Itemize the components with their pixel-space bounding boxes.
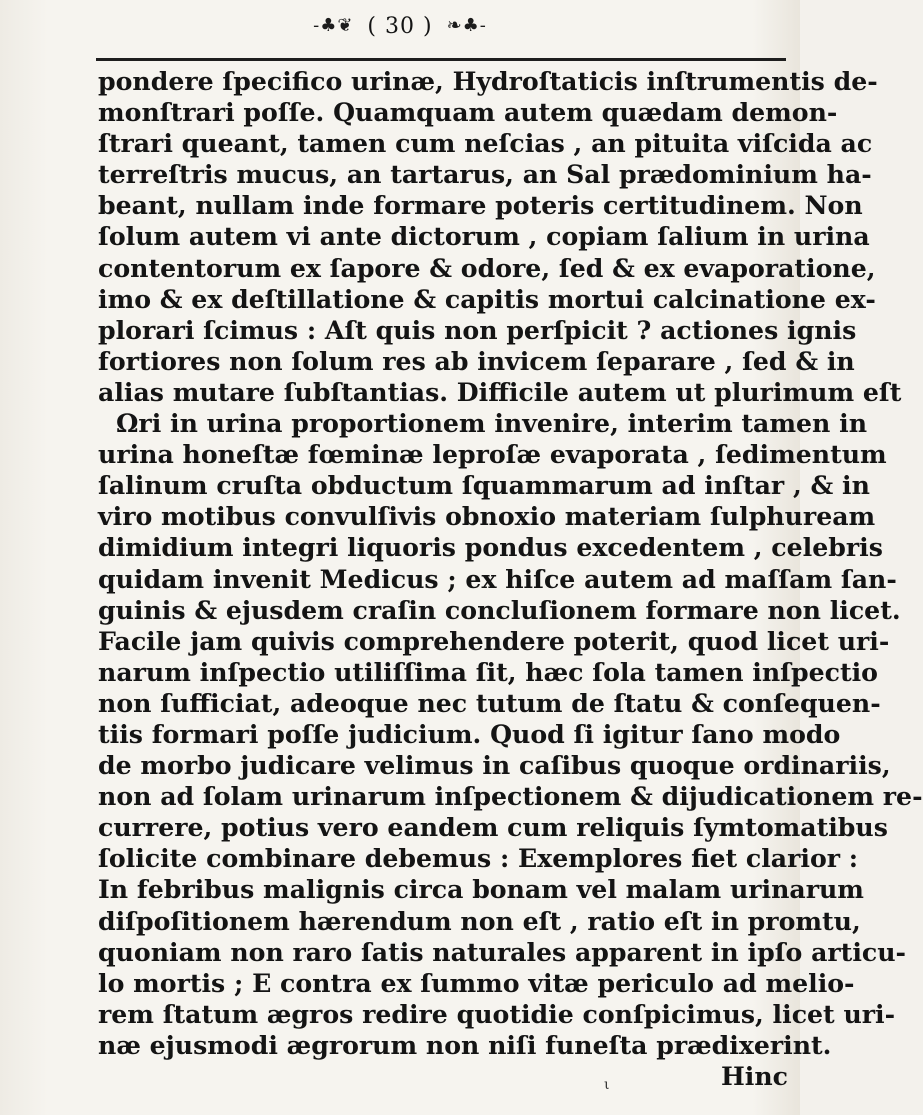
text-line: fortiores non ſolum res ab invicem ſeparare , ſed & in <box>98 345 855 376</box>
text-line: ſalinum cruſta obductum ſquammarum ad inſtar , & in <box>98 470 870 501</box>
text-line: imo & ex deſtillatione & capitis mortui calcinatione ex- <box>98 283 876 314</box>
text-line: ſolicite combinare debemus : Exemplores fiet clarior : <box>98 843 859 874</box>
text-line: næ ejusmodi ægrorum non niſi funeſta prædixerint. <box>98 1029 832 1060</box>
footer-mark: ι <box>604 1077 610 1093</box>
text-line: plorari ſcimus : Aſt quis non perſpicit ? actiones ignis <box>98 314 857 345</box>
text-line: viro motibus convulſivis obnoxio materiam ſulphuream <box>98 501 876 532</box>
body-text <box>98 66 923 1092</box>
text-line: quidam invenit Medicus ; ex hiſce autem ad maſſam ſan- <box>98 563 897 594</box>
text-line: alias mutare ſubſtantias. Difficile autem ut plurimum eſt <box>98 376 902 407</box>
text-line: quoniam non raro ſatis naturales apparent in ipſo articu- <box>98 936 906 967</box>
text-line: urina honeſtæ fœminæ leproſæ evaporata , ſedimentum <box>98 439 887 470</box>
text-line: currere, potius vero eandem cum reliquis ſymtomatibus <box>98 812 888 843</box>
catchword: Hinc <box>720 1061 788 1091</box>
text-line: de morbo judicare velimus in caſibus quoque ordinariis, <box>98 750 891 781</box>
text-line: guinis & ejusdem craſin concluſionem formare non licet. <box>98 594 901 625</box>
header-rule <box>96 58 786 61</box>
ornament-right-icon: ❧♣- <box>446 15 487 36</box>
text-line: pondere ſpecifico urinæ, Hydroſtaticis inſtrumentis de- <box>98 66 878 96</box>
text-line: narum inſpectio utiliſſima ſit, hæc ſola tamen inſpectio <box>98 656 878 687</box>
text-line: Facile jam quivis comprehendere poterit, quod licet uri- <box>98 625 890 656</box>
text-line: diſpoſitionem hærendum non eſt , ratio eſt in promtu, <box>98 905 861 936</box>
text-line: beant, nullam inde formare poteris certitudinem. Non <box>98 190 863 221</box>
text-line: non ſufficiat, adeoque nec tutum de ſtatu & conſequen- <box>98 687 881 718</box>
page-number: ( 30 ) <box>367 14 433 39</box>
text-line: Ωri in urina proportionem invenire, interim tamen in <box>116 408 868 439</box>
text-line: ſtrari queant, tamen cum neſcias , an pituita viſcida ac <box>98 128 873 159</box>
text-line: non ad ſolam urinarum inſpectionem & dijudicationem re- <box>98 781 923 812</box>
text-line: terreſtris mucus, an tartarus, an Sal prædominium ha- <box>98 159 872 190</box>
text-line: tiis formari poſſe judicium. Quod ſi igitur ſano modo <box>98 718 841 749</box>
ornament-left-icon: -♣❦ <box>313 15 354 36</box>
text-line: rem ſtatum ægros redire quotidie conſpicimus, licet uri- <box>98 998 896 1029</box>
text-line: contentorum ex ſapore & odore, ſed & ex evaporatione, <box>98 252 876 283</box>
page-header <box>0 14 800 39</box>
text-line: In febribus malignis circa bonam vel malam urinarum <box>98 874 864 905</box>
text-line: dimidium integri liquoris pondus excedentem , celebris <box>98 532 883 563</box>
text-line: ſolum autem vi ante dictorum , copiam ſalium in urina <box>98 221 870 252</box>
text-line: lo mortis ; E contra ex ſummo vitæ periculo ad melio- <box>98 967 855 998</box>
text-line: monſtrari poſſe. Quamquam autem quædam demon- <box>98 97 838 128</box>
